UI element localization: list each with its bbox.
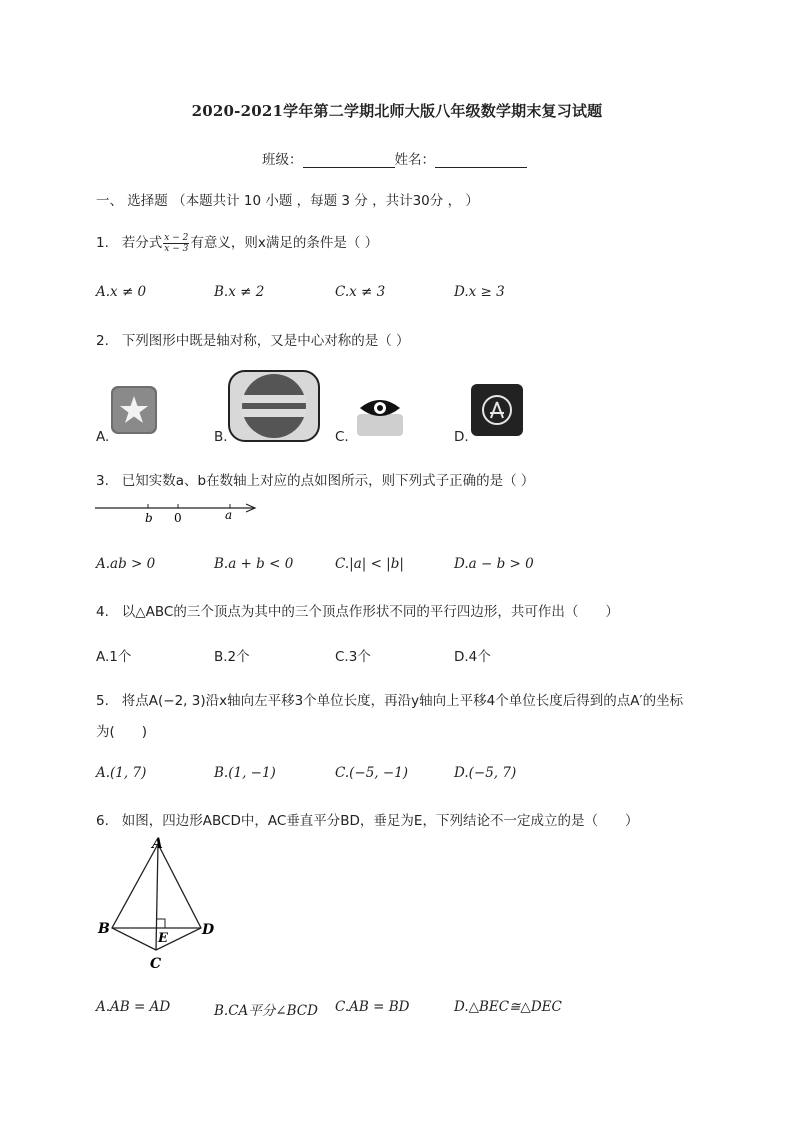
fraction: $\frac{x - 2}{x - 3}$ (164, 232, 189, 254)
option-b: B.CA平分∠BCD (214, 1003, 318, 1019)
label-zero: 0 (174, 511, 182, 525)
circle-bars-icon (228, 370, 320, 442)
question-text: 下列图形中既是轴对称，又是中心对称的是（ ） (121, 333, 410, 349)
option-b: B.2个 (214, 649, 250, 665)
option-d: D.4个 (454, 649, 491, 665)
option-b: B.(1, −1) (214, 765, 276, 781)
option-c: C.(−5, −1) (335, 765, 409, 781)
class-blank[interactable] (303, 155, 395, 168)
option-a: A.ab > 0 (96, 556, 156, 572)
question-number: 1. (96, 235, 109, 251)
section-heading: 一、 选择题 （本题共计 10 小题 ，每题 3 分 ，共计30分 ， ） (96, 193, 479, 209)
question-3 (96, 469, 534, 489)
option-c: C.x ≠ 3 (335, 284, 386, 300)
option-b: B.x ≠ 2 (214, 284, 265, 300)
question-text: 有意义，则x满足的条件是（ ） (190, 235, 379, 251)
question-text-cont: 为( ) (96, 724, 148, 740)
question-text: 若分式 (121, 235, 163, 251)
option-c-label: C. (335, 429, 349, 445)
star-icon (110, 385, 158, 435)
question-number: 4. (96, 604, 109, 620)
question-number: 5. (96, 693, 109, 709)
question-2 (96, 329, 410, 349)
question-text: 将点A(−2, 3)沿x轴向左平移3个单位长度，再沿y轴向上平移4个单位长度后得到的点A′的坐标 (121, 693, 684, 709)
point-d: D (202, 922, 215, 938)
option-a: A.(1, 7) (96, 765, 147, 781)
question-6 (96, 809, 638, 829)
student-info-line (262, 148, 527, 168)
name-label: 姓名： (394, 152, 435, 168)
option-b-label: B. (214, 429, 228, 445)
question-number: 2. (96, 333, 109, 349)
question-text: 以△ABC的三个顶点为其中的三个顶点作形状不同的平行四边形，共可作出（ ） (121, 604, 619, 620)
option-d: D.(−5, 7) (454, 765, 517, 781)
point-a: A (152, 836, 163, 852)
option-a-label: A. (96, 429, 110, 445)
point-c: C (150, 956, 162, 972)
question-text: 如图，四边形ABCD中，AC垂直平分BD，垂足为E，下列结论不一定成立的是（ ） (121, 813, 639, 829)
option-d: D.△BEC≅△DEC (454, 999, 562, 1015)
option-a: A.AB = AD (96, 999, 171, 1015)
point-e: E (158, 931, 168, 946)
page-title: 2020-2021学年第二学期北师大版八年级数学期末复习试题 (191, 102, 603, 120)
quadrilateral-figure (94, 832, 224, 974)
eye-icon (354, 392, 406, 438)
option-a: A.1个 (96, 649, 132, 665)
option-c: C.AB = BD (335, 999, 410, 1015)
option-c: C.|a| < |b| (335, 556, 404, 572)
number-line (94, 500, 264, 526)
question-text: 已知实数a、b在数轴上对应的点如图所示，则下列式子正确的是（ ） (121, 473, 535, 489)
label-b: b (145, 511, 153, 525)
point-b: B (98, 921, 110, 937)
app-store-icon (470, 383, 524, 437)
name-blank[interactable] (435, 155, 527, 168)
question-number: 6. (96, 813, 109, 829)
option-d: D.a − b > 0 (454, 556, 534, 572)
option-b: B.a + b < 0 (214, 556, 294, 572)
question-1 (96, 231, 378, 254)
label-a: a (225, 508, 233, 522)
question-4 (96, 600, 619, 620)
option-a: A.x ≠ 0 (96, 284, 147, 300)
option-d-label: D. (454, 429, 469, 445)
class-label: 班级： (262, 152, 303, 168)
option-d: D.x ≥ 3 (454, 284, 505, 300)
question-number: 3. (96, 473, 109, 489)
option-c: C.3个 (335, 649, 371, 665)
question-5 (96, 689, 683, 709)
